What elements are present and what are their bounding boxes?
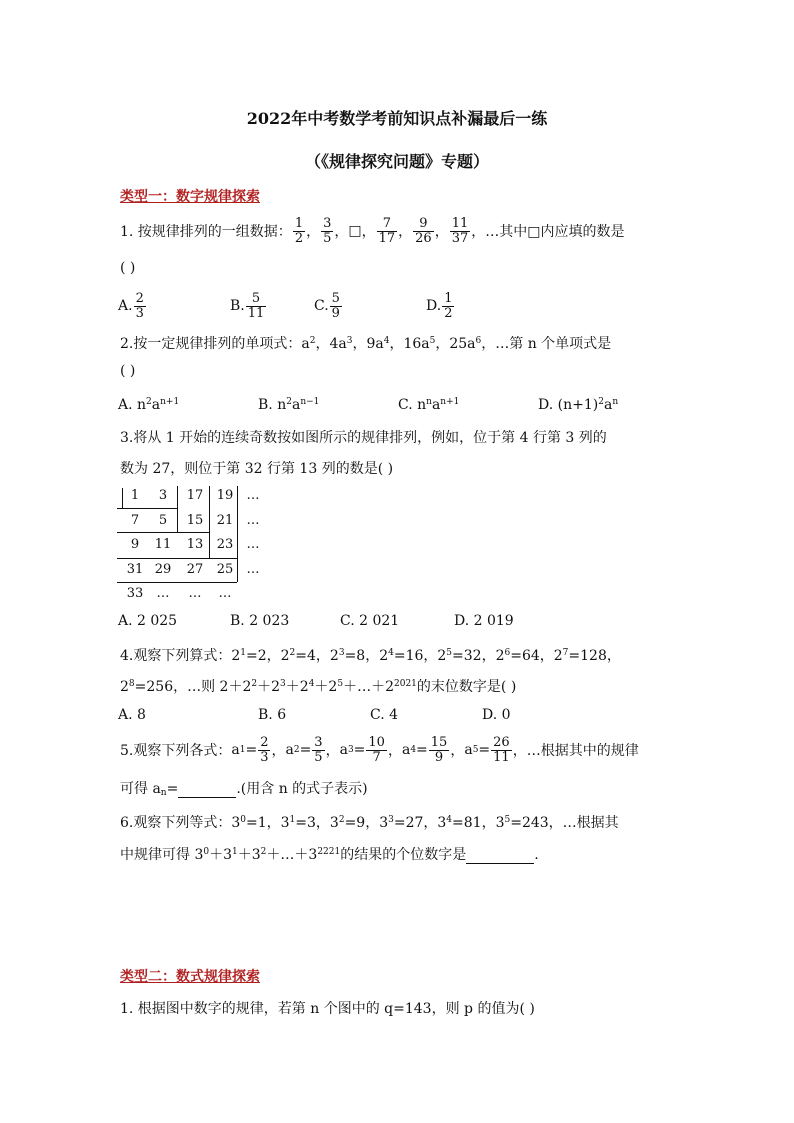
exponent: 1 (289, 815, 296, 825)
term-fraction (366, 736, 387, 764)
exponent: 6 (504, 648, 511, 658)
exponent: 0 (203, 847, 210, 857)
exponent: 2 (251, 679, 258, 689)
q2-option-c (398, 397, 459, 413)
text: 中规律可得 3 (120, 847, 204, 863)
equals: = (478, 742, 491, 758)
equals: = (245, 742, 258, 758)
q1-option-b (230, 287, 267, 325)
exponent: 2021 (394, 679, 417, 689)
exponent: n (426, 397, 432, 407)
grid-cell: 17 (186, 488, 204, 503)
denominator: 26 (415, 230, 432, 246)
text: ＋2 (314, 679, 338, 695)
text: ＋2 (285, 679, 309, 695)
q6-line-1 (120, 812, 619, 832)
grid-cell: … (156, 586, 170, 601)
numerator: 11 (451, 215, 469, 231)
grid-cell: 13 (186, 537, 204, 552)
sequence-fraction (413, 217, 434, 245)
exponent: 2221 (317, 847, 341, 857)
grid-cell: … (218, 586, 232, 601)
question-1-line (120, 212, 624, 250)
numerator: 5 (251, 290, 261, 306)
q5-suffix: ，…根据其中的规律 (512, 743, 639, 759)
option-label: D. (426, 298, 442, 314)
q1-option-a (118, 287, 147, 325)
grid-cell: … (246, 562, 260, 577)
numerator: 1 (444, 290, 453, 306)
q3-option-b: B. 2 023 (230, 613, 290, 629)
grid-cell: 19 (216, 488, 234, 503)
exponent: 7 (562, 648, 569, 658)
q5-prefix: 5.观察下列各式： (120, 743, 232, 759)
text: =16，2 (393, 648, 447, 664)
text: ，25a (435, 336, 476, 352)
text: ＋3 (237, 847, 261, 863)
text: ＋3 (209, 847, 233, 863)
equals: = (166, 781, 179, 797)
grid-cell: … (246, 488, 260, 503)
separator: ， (271, 743, 286, 759)
numerator: 7 (382, 215, 392, 231)
text: 的末位数字是( ) (416, 679, 517, 695)
term-var: a (285, 742, 294, 758)
option-label: C. n (398, 397, 427, 413)
grid-cell: … (246, 537, 260, 552)
exponent: 6 (475, 336, 482, 346)
exponent: 5 (429, 336, 436, 346)
q3-line-2: 数为 27，则位于第 32 行第 13 列的数是( ) (120, 461, 394, 477)
text: ＋…＋2 (343, 679, 394, 695)
equals: = (299, 742, 312, 758)
text: 的结果的个位数字是 (340, 847, 467, 863)
numerator: 3 (323, 215, 332, 231)
exponent: n+1 (160, 397, 180, 407)
option-label: A. (118, 298, 133, 314)
q4-line-1 (120, 645, 621, 665)
q2-prefix: 2.按一定规律排列的单项式：a (120, 336, 310, 352)
grid-cell: 23 (216, 537, 234, 552)
q5-line-2 (120, 778, 368, 798)
term-var: a (464, 742, 473, 758)
grid-cell: … (246, 513, 260, 528)
exponent: 2 (289, 648, 296, 658)
exponent: 5 (446, 648, 453, 658)
equals: = (353, 742, 366, 758)
term-var: a (401, 742, 411, 758)
grid-cell: 21 (216, 513, 234, 528)
denominator: 5 (323, 230, 332, 246)
exponent: 2 (260, 847, 267, 857)
separator: ， (434, 224, 449, 240)
text: ，9a (352, 336, 384, 352)
denominator: 3 (260, 749, 269, 765)
option-label: C. (314, 298, 329, 314)
text: a (603, 397, 613, 413)
option-label: D. (n+1) (538, 397, 599, 413)
grid-cell: 25 (216, 562, 234, 577)
q1-option-d (426, 287, 455, 325)
grid-cell: 29 (154, 562, 172, 577)
q4-line-2 (120, 676, 516, 696)
q4-option-a: A. 8 (118, 707, 146, 723)
text: =256，…则 2＋2 (134, 679, 252, 695)
separator: ， (306, 224, 321, 240)
q1-sequence (292, 217, 471, 245)
text: ，4a (315, 336, 347, 352)
term-var: a (231, 742, 240, 758)
section-heading-type2: 类型二：数式规律探索 (120, 969, 260, 985)
text: a (151, 397, 161, 413)
odd-number-grid-figure (117, 486, 267, 604)
separator: ， (334, 224, 349, 240)
q1-prefix: 1. 按规律排列的一组数据： (120, 224, 292, 240)
numerator: 2 (135, 290, 144, 306)
exponent: n (612, 397, 619, 407)
exponent: 5 (337, 679, 344, 689)
separator: ， (450, 743, 465, 759)
answer-blank (466, 847, 534, 864)
text: =81，3 (452, 815, 505, 831)
exponent: 1 (240, 648, 246, 658)
numerator: 10 (368, 734, 385, 750)
equals: = (416, 742, 428, 758)
q3-line-1: 3.将从 1 开始的连续奇数按如图所示的规律排列，例如，位于第 4 行第 3 列的 (120, 430, 607, 446)
q1-options (118, 287, 678, 325)
exponent: 0 (240, 815, 246, 825)
option-fraction (330, 292, 342, 320)
text: =4，2 (295, 648, 339, 664)
q5-line-1: 5.观察下列各式： a 1 = $\frac{2}{3}$ ， a 2 = $\frac{3}{5}$ ， a 3 = $\frac{10}{7}$ ， a 4 = $\frac{15}{9}$ ， a 5 = $\frac{26}{11}$ ，…根据其中的规律 (120, 734, 639, 765)
text: =32，2 (452, 648, 505, 664)
text: =9，3 (344, 815, 389, 831)
section-heading-type1: 类型一：数字规律探索 (120, 189, 260, 205)
term-var: a (339, 742, 348, 758)
numerator: 5 (331, 290, 340, 306)
q3-option-c: C. 2 021 (340, 613, 400, 629)
q2-option-d (538, 397, 618, 413)
exponent: 4 (388, 648, 394, 658)
exponent: n−1 (300, 397, 320, 407)
separator: ， (387, 743, 402, 759)
numerator: 1 (294, 215, 304, 231)
subscript: n (160, 788, 167, 798)
q3-options (118, 613, 678, 633)
q2-answer-paren: ( ) (120, 363, 136, 379)
exponent: 4 (446, 815, 453, 825)
denominator: 9 (331, 305, 340, 321)
option-fraction (442, 292, 454, 320)
grid-cell: 1 (130, 488, 140, 503)
q1-suffix: ，…其中□内应填的数是 (471, 224, 625, 240)
term-fraction (429, 736, 450, 764)
denominator: 5 (314, 749, 323, 765)
answer-blank (178, 781, 236, 798)
exponent: 3 (388, 815, 394, 825)
q4-option-b: B. 6 (258, 707, 287, 723)
numerator: 26 (493, 734, 510, 750)
grid-cell: 27 (186, 562, 204, 577)
q2-option-b (258, 397, 319, 413)
text: 6.观察下列等式：3 (120, 815, 241, 831)
text: 4.观察下列算式：2 (120, 648, 241, 664)
grid-cell: 5 (158, 513, 168, 528)
denominator: 7 (366, 750, 387, 765)
text: =1，3 (246, 815, 290, 831)
grid-cell: … (188, 586, 202, 601)
denominator: 2 (294, 230, 304, 246)
q2-option-a (118, 397, 179, 413)
denominator: 11 (493, 749, 510, 765)
text: a (431, 397, 441, 413)
option-fraction (246, 292, 267, 320)
grid-cell: 3 (158, 488, 168, 503)
sequence-fraction (377, 217, 398, 245)
grid-cell: 15 (186, 513, 204, 528)
page-subtitle: （《规律探究问题》专题） (304, 152, 489, 171)
q1-answer-paren: ( ) (120, 260, 136, 276)
option-label: A. n (118, 397, 147, 413)
denominator: 37 (451, 230, 469, 246)
numerator: 15 (430, 734, 448, 750)
numerator: 2 (260, 734, 269, 750)
text: ＋2 (257, 679, 281, 695)
exponent: 3 (346, 336, 353, 346)
text: ，16a (389, 336, 430, 352)
term-fraction (312, 736, 324, 764)
exponent: 2 (146, 397, 152, 407)
exponent: 5 (504, 815, 511, 825)
separator: ， (325, 743, 340, 759)
exponent: 2 (309, 336, 316, 346)
text: =64，2 (510, 648, 563, 664)
q1-option-c (314, 287, 343, 325)
grid-cell: 11 (154, 537, 172, 552)
q4-option-d: D. 0 (482, 707, 511, 723)
numerator: 9 (419, 215, 428, 231)
grid-cell: 33 (126, 586, 144, 601)
option-fraction (134, 292, 146, 320)
denominator: 3 (135, 305, 144, 321)
exponent: 2 (338, 815, 345, 825)
separator: ， (361, 224, 376, 240)
page-title: 2022年中考数学考前知识点补漏最后一练 (246, 109, 548, 128)
text: =27，3 (393, 815, 447, 831)
text: 可得 a (120, 781, 161, 797)
q4-options (118, 707, 678, 727)
exponent: 3 (338, 648, 345, 658)
q2-options (118, 397, 678, 417)
term-fraction (258, 736, 270, 764)
exponent: 3 (280, 679, 286, 689)
denominator: 2 (444, 305, 453, 321)
text: =128， (568, 648, 621, 664)
grid-cell: 9 (130, 537, 140, 552)
text: 2 (120, 679, 129, 695)
grid-cell: 7 (130, 513, 140, 528)
text: .(用含 n 的式子表示) (236, 781, 368, 797)
exponent: 1 (232, 847, 238, 857)
q6-line-2 (120, 844, 539, 864)
sequence-fraction (293, 217, 305, 245)
q2-terms (310, 336, 611, 352)
q3-option-a: A. 2 025 (118, 613, 178, 629)
sequence-fraction (321, 217, 333, 245)
text: =243，…根据其 (510, 815, 619, 831)
exponent: 4 (308, 679, 315, 689)
sequence-fraction (450, 217, 471, 245)
denominator: 11 (247, 305, 265, 321)
exponent: n+1 (440, 397, 460, 407)
text: ＋…＋3 (266, 847, 318, 863)
exponent: 2 (286, 397, 292, 407)
text: =8，2 (344, 648, 389, 664)
denominator: 17 (378, 230, 396, 246)
question-2-line (120, 333, 611, 353)
exponent: 8 (128, 679, 135, 689)
q3-option-d: D. 2 019 (454, 613, 514, 629)
section2-q1: 1. 根据图中数字的规律，若第 n 个图中的 q=143，则 p 的值为( ) (120, 1001, 535, 1017)
option-label: B. (230, 298, 245, 314)
exponent: 2 (598, 397, 604, 407)
q4-option-c: C. 4 (370, 707, 399, 723)
text: =2，2 (246, 648, 290, 664)
text: ，…第 n 个单项式是 (481, 336, 612, 352)
denominator: 9 (429, 750, 450, 765)
text: a (291, 397, 301, 413)
text: =3，3 (295, 815, 339, 831)
numerator: 3 (314, 734, 323, 750)
option-label: B. n (258, 397, 287, 413)
separator: ， (398, 224, 413, 240)
grid-cell: 31 (126, 562, 144, 577)
blank-box: □ (348, 223, 362, 239)
term-fraction (491, 736, 512, 764)
exponent: 4 (383, 336, 390, 346)
text: . (534, 847, 539, 863)
